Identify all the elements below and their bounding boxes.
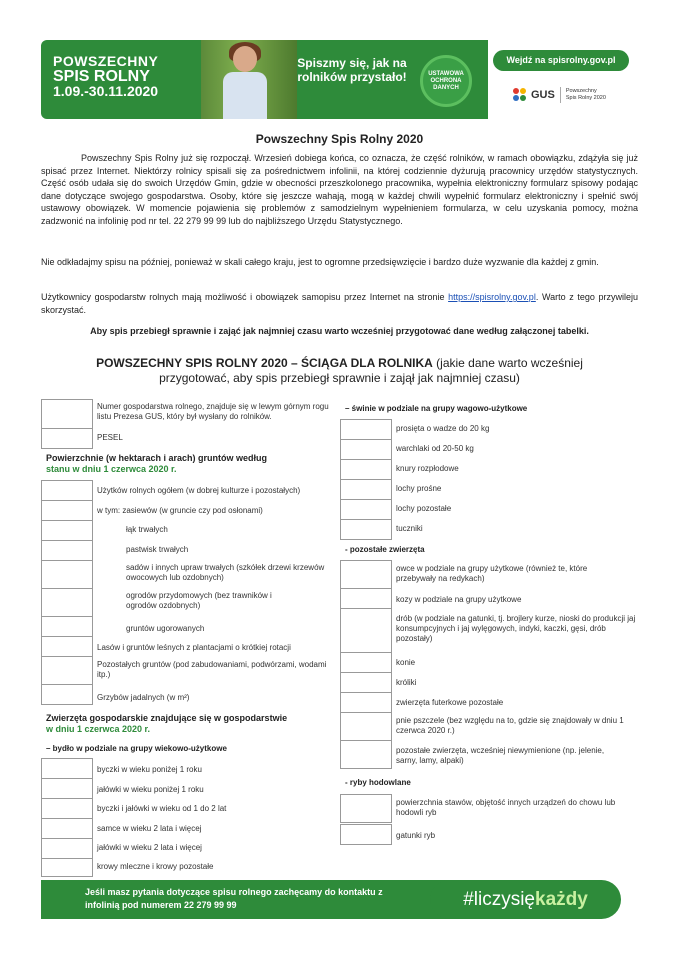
row-bulls-under-1: byczki w wieku poniżej 1 roku: [97, 765, 202, 774]
row-pastures: pastwisk trwałych: [126, 545, 189, 554]
row-beehives: pnie pszczele (bez względu na to, gdzie się znajdowały w dniu 1 czerwca 2020 r.): [396, 716, 624, 735]
row-sheep: owce w podziale na grupy użytkowe (również te, które przebywały na redykach): [396, 564, 588, 583]
answer-box[interactable]: [340, 419, 392, 440]
footer-text: Jeśli masz pytania dotyczące spisu rolnego zachęcamy do kontaktu z infolinią pod numerem 22 279 99 99: [85, 887, 383, 910]
banner-title-line1: POWSZECHNY: [53, 53, 159, 69]
answer-box[interactable]: [41, 500, 93, 521]
paragraph-1: Powszechny Spis Rolny już się rozpoczął. Wrzesień dobiega końca, co oznacza, że część rolników, w ramach obowiązku, zdążyła się już spisać przez Internet. Niektórzy rolnicy spisali się za pośrednictwem infolinii, na której codziennie dyżurują pracownicy urzędów statystycznych. Część osób udała się do swoich Urzędów Gmin, gdzie w obecności przeszkolonego pracownika, wypełnia elektroniczny formularz spisowy podając dane dotyczące swojego gospodarstwa. Osoby, które się jeszcze wahają, mogą w każdej chwili wypełnić formularz elektroniczny i spełnić swój ustawowy obowiązek. W momencie pojawienia się problemów z samodzielnym wypełnieniem formularza, w celu uzyskania pomocy, można zadzwonić na infolinię pod nr tel. 22 279 99 99 lub do najbliższego Urzędu Statystycznego.: [41, 153, 638, 226]
row-boars: knury rozpłodowe: [396, 464, 459, 473]
gus-dots-icon: [513, 88, 527, 102]
answer-box[interactable]: [41, 778, 93, 799]
row-pregnant-sows: lochy prośne: [396, 484, 442, 493]
answer-box[interactable]: [340, 740, 392, 769]
answer-box[interactable]: [340, 588, 392, 609]
row-meadows: łąk trwałych: [126, 525, 168, 534]
row-other-animals: pozostałe zwierzęta, wcześniej niewymienione (np. jelenie, sarny, lamy, alpaki): [396, 746, 605, 765]
answer-box[interactable]: [340, 459, 392, 480]
row-fur-animals: zwierzęta futerkowe pozostałe: [396, 698, 504, 707]
answer-box[interactable]: [340, 712, 392, 741]
answer-box[interactable]: [340, 652, 392, 673]
row-horses: konie: [396, 658, 416, 667]
answer-box[interactable]: [340, 794, 392, 823]
row-piglets: prosięta o wadze do 20 kg: [396, 424, 490, 433]
banner-title-line2: SPIS ROLNY: [53, 68, 150, 85]
answer-box[interactable]: [41, 798, 93, 819]
answer-box[interactable]: [41, 480, 93, 501]
answer-box[interactable]: [41, 428, 93, 449]
banner-dates: 1.09.-30.11.2020: [53, 83, 159, 99]
answer-box[interactable]: [340, 519, 392, 540]
row-rabbits: króliki: [396, 678, 417, 687]
subsection-pigs: – świnie w podziale na grupy wagowo-użytkowe: [345, 404, 528, 413]
subsection-fish: - ryby hodowlane: [345, 778, 411, 787]
row-heifers-under-1: jałówki w wieku poniżej 1 roku: [97, 785, 204, 794]
answer-box[interactable]: [41, 399, 93, 429]
row-gardens: ogrodów przydomowych (bez trawników i ogrodów ozdobnych): [126, 591, 272, 610]
section-livestock-heading: Zwierzęta gospodarskie znajdujące się w gospodarstwie w dniu 1 czerwca 2020 r.: [46, 713, 288, 734]
answer-box[interactable]: [41, 656, 93, 685]
data-protection-seal: USTAWOWA OCHRONA DANYCH: [420, 55, 472, 107]
answer-box[interactable]: [41, 560, 93, 589]
row-farm-number: Numer gospodarstwa rolnego, znajduje się w lewym górnym rogu listu Prezesa GUS, który był wysłany do rolników.: [97, 402, 329, 421]
answer-box[interactable]: [340, 479, 392, 500]
answer-box[interactable]: [41, 520, 93, 541]
gus-logo: [513, 87, 608, 103]
document-title: Powszechny Spis Rolny 2020: [255, 132, 424, 146]
row-other-land: Pozostałych gruntów (pod zabudowaniami, podwórzami, wodami itp.): [97, 660, 327, 679]
row-cattle-1-2: byczki i jałówki w wieku od 1 do 2 lat: [97, 804, 227, 813]
gus-subtitle: Powszechny Spis Rolny 2020: [565, 88, 606, 101]
section-land-heading: Powierzchnie (w hektarach i arach) gruntów według stanu w dniu 1 czerwca 2020 r.: [46, 453, 268, 474]
row-heifers-2plus: jałówki w wieku 2 lata i więcej: [97, 843, 202, 852]
answer-box[interactable]: [340, 672, 392, 693]
row-poultry: drób (w podziale na gatunki, tj. brojlery kurze, nioski do produkcji jaj konsumpcyjnych i jaj wylęgowych, indyki, kaczki, gęsi, drób pozostały): [396, 614, 636, 643]
bold-note: Aby spis przebiegł sprawnie i zająć jak najmniej czasu warto wcześniej przygotować dane według załączonej tabelki.: [90, 326, 589, 336]
answer-box[interactable]: [41, 838, 93, 859]
row-ponds: powierzchnia stawów, objętość innych urządzeń do chowu lub hodowli ryb: [396, 798, 616, 817]
row-weaners: warchlaki od 20-50 kg: [396, 444, 474, 453]
answer-box[interactable]: [41, 540, 93, 561]
row-sowings: w tym: zasiewów (w gruncie czy pod osłonami): [97, 506, 263, 515]
cheatsheet-heading: POWSZECHNY SPIS ROLNY 2020 – ŚCIĄGA DLA ROLNIKA (jakie dane warto wcześniej przygotować, aby spis przebiegł sprawnie i zajął jak najmniej czasu): [96, 356, 583, 385]
answer-box[interactable]: [340, 824, 392, 845]
footer-banner: [41, 880, 488, 919]
row-agricultural-land: Użytków rolnych ogółem (w dobrej kulturze i pozostałych): [97, 486, 301, 495]
hashtag-pill: #liczysiękażdy: [430, 880, 621, 919]
gus-word: GUS: [531, 89, 555, 101]
row-fish-species: gatunki ryb: [396, 831, 436, 840]
answer-box[interactable]: [41, 588, 93, 617]
paragraph-3: Użytkownicy gospodarstw rolnych mają możliwość i obowiązek samopisu przez Internet na stronie https://spisrolny.gov.pl. Warto z tego przywileju skorzystać.: [41, 292, 639, 315]
row-mushrooms: Grzybów jadalnych (w m²): [97, 693, 190, 702]
answer-box[interactable]: [41, 636, 93, 657]
row-other-sows: lochy pozostałe: [396, 504, 452, 513]
farmer-photo: [201, 40, 297, 119]
banner-title: [53, 54, 158, 99]
row-forests: Lasów i gruntów leśnych z plantacjami o krótkiej rotacji: [97, 643, 291, 652]
answer-box[interactable]: [41, 858, 93, 877]
row-cows: krowy mleczne i krowy pozostałe: [97, 862, 214, 871]
banner-slogan: Spiszmy się, jak na rolników przystało!: [297, 56, 407, 84]
answer-box[interactable]: [41, 616, 93, 637]
row-orchards: sadów i innych upraw trwałych (szkółek drzewi krzewów owocowych lub ozdobnych): [126, 563, 325, 582]
answer-box[interactable]: [340, 692, 392, 713]
row-fatteners: tuczniki: [396, 524, 423, 533]
answer-box[interactable]: [41, 758, 93, 779]
row-pesel: PESEL: [97, 433, 123, 442]
row-fallow: gruntów ugorowanych: [126, 624, 205, 633]
answer-box[interactable]: [340, 608, 392, 653]
answer-box[interactable]: [41, 684, 93, 705]
subsection-other-animals: - pozostałe zwierzęta: [345, 545, 425, 554]
row-males-2plus: samce w wieku 2 lata i więcej: [97, 824, 202, 833]
answer-box[interactable]: [340, 439, 392, 460]
census-link[interactable]: https://spisrolny.gov.pl: [448, 292, 536, 302]
answer-box[interactable]: [340, 560, 392, 589]
answer-box[interactable]: [340, 499, 392, 520]
row-goats: kozy w podziale na grupy użytkowe: [396, 595, 522, 604]
website-pill[interactable]: Wejdź na spisrolny.gov.pl: [493, 50, 629, 71]
subsection-cattle: – bydło w podziale na grupy wiekowo-użytkowe: [46, 744, 227, 753]
paragraph-2: Nie odkładajmy spisu na później, ponieważ w skali całego kraju, jest to ogromne przedsięwzięcie i bardzo duże wyzwanie dla każdej z gmin.: [41, 257, 599, 267]
answer-box[interactable]: [41, 818, 93, 839]
